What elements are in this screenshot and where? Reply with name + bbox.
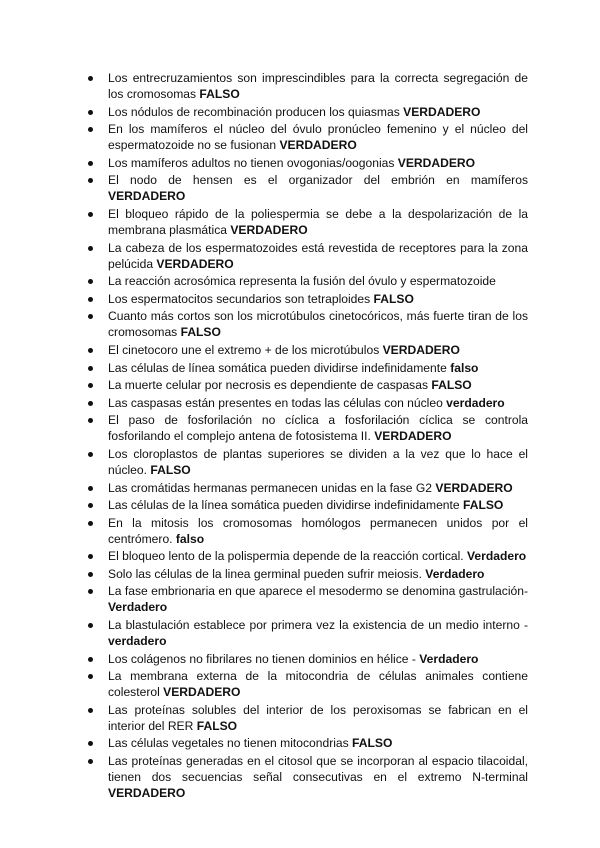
answer-label: FALSO — [180, 325, 221, 340]
statement-text: Las cromátidas hermanas permanecen unidas en la fase G2 — [108, 480, 436, 495]
answer-label: VERDADERO — [397, 155, 476, 170]
statement-text: Solo las células de la linea germinal pueden sufrir meiosis. — [108, 566, 426, 581]
answer-label: Verdadero — [467, 549, 527, 564]
statement-text: La reacción acrosómica representa la fusión del óvulo y espermatozoide — [108, 274, 496, 289]
statement-item — [108, 583, 528, 615]
statement-item — [108, 702, 528, 734]
statement-item — [108, 497, 528, 513]
statement-item — [108, 395, 528, 411]
statement-item — [108, 377, 528, 393]
statement-item — [108, 273, 528, 289]
answer-label: verdadero — [108, 634, 167, 649]
statement-text: La muerte celular por necrosis es dependiente de caspasas — [108, 378, 432, 393]
statement-text: La membrana externa de la mitocondria de células animales contiene colesterol — [108, 669, 528, 700]
statement-text: Los cloroplastos de plantas superiores se dividen a la vez que lo hace el núcleo. — [108, 446, 528, 477]
statement-text: Los colágenos no fibrilares no tienen dominios en hélice - — [108, 651, 420, 666]
statement-text: Las células de la línea somática pueden dividirse indefinidamente — [108, 498, 463, 513]
statement-text: En los mamíferos el núcleo del óvulo pronúcleo femenino y el núcleo del espermatozoide no se fusionan — [108, 122, 528, 153]
statement-item — [108, 240, 528, 272]
statement-text: El cinetocoro une el extremo + de los microtúbulos — [108, 342, 383, 357]
statement-item — [108, 617, 528, 649]
statement-text: Las células de línea somática pueden dividirse indefinidamente — [108, 360, 451, 375]
answer-label: Verdadero — [425, 566, 485, 581]
answer-label: FALSO — [150, 462, 191, 477]
answer-label: VERDADERO — [108, 189, 186, 204]
statement-item — [108, 446, 528, 478]
answer-label: verdadero — [446, 395, 505, 410]
statement-item — [108, 104, 528, 120]
statement-item — [108, 155, 528, 171]
statement-text: La blastulación establece por primera vez la existencia de un medio interno - — [108, 618, 528, 633]
answer-label: VERDADERO — [230, 222, 308, 237]
answer-label: VERDADERO — [382, 342, 460, 357]
statement-text: Las proteínas generadas en el citosol que se incorporan al espacio tilacoidal, tienen dos secuencias señal consecutivas en el extremo N-terminal — [108, 754, 528, 785]
statement-item — [108, 668, 528, 700]
statement-list — [108, 70, 528, 803]
answer-label: VERDADERO — [403, 104, 481, 119]
answer-label: VERDADERO — [156, 256, 234, 271]
statement-item — [108, 291, 528, 307]
answer-label: FALSO — [431, 378, 472, 393]
answer-label: VERDADERO — [279, 138, 357, 153]
statement-item — [108, 172, 528, 204]
statement-item — [108, 515, 528, 547]
answer-label: VERDADERO — [374, 429, 452, 444]
answer-label: falso — [175, 531, 205, 546]
statement-text: Los nódulos de recombinación producen los quiasmas — [108, 104, 404, 119]
statement-text: El paso de fosforilación no cíclica a fosforilación cíclica se controla fosforilando el complejo antena de fotosistema II. — [108, 413, 528, 444]
answer-label: VERDADERO — [163, 685, 241, 700]
statement-text: Las células vegetales no tienen mitocondrias — [108, 736, 353, 751]
statement-item — [108, 308, 528, 340]
answer-label: VERDADERO — [108, 786, 186, 801]
statement-item — [108, 566, 528, 582]
answer-label: FALSO — [373, 291, 414, 306]
answer-label: FALSO — [352, 736, 393, 751]
statement-text: En la mitosis los cromosomas homólogos permanecen unidos por el centrómero. — [108, 515, 528, 546]
statement-item — [108, 753, 528, 801]
statement-text: Las caspasas están presentes en todas las células con núcleo — [108, 395, 447, 410]
statement-text: El nodo de hensen es el organizador del embrión en mamíferos — [108, 173, 528, 188]
statement-text: La cabeza de los espermatozoides está revestida de receptores para la zona pelúcida — [108, 240, 528, 271]
statement-text: El bloqueo rápido de la poliespermia se debe a la despolarización de la membrana plasmática — [108, 206, 528, 237]
answer-label: VERDADERO — [435, 480, 513, 495]
answer-label: FALSO — [196, 718, 238, 733]
statement-item — [108, 206, 528, 238]
answer-label: falso — [450, 360, 479, 375]
statement-item — [108, 121, 528, 153]
statement-text: Los espermatocitos secundarios son tetraploides — [108, 291, 374, 306]
statement-text: Cuanto más cortos son los microtúbulos cinetocóricos, más fuerte tiran de los cromosomas — [108, 309, 528, 340]
statement-text: El bloqueo lento de la polispermia depende de la reacción cortical. — [108, 549, 468, 564]
statement-text: Las proteínas solubles del interior de los peroxisomas se fabrican en el interior del RER — [108, 702, 528, 733]
answer-label: FALSO — [462, 498, 504, 513]
statement-item — [108, 412, 528, 444]
statement-text: Los mamíferos adultos no tienen ovogonias/oogonias — [108, 155, 398, 170]
statement-item — [108, 342, 528, 358]
answer-label: Verdadero — [108, 600, 168, 615]
statement-item — [108, 651, 528, 667]
statement-text: La fase embrionaria en que aparece el mesodermo se denomina gastrulación- — [108, 584, 528, 599]
statement-item — [108, 70, 528, 102]
answer-label: Verdadero — [419, 651, 479, 666]
statement-item — [108, 480, 528, 496]
answer-label: FALSO — [199, 87, 240, 101]
statement-item — [108, 735, 528, 751]
statement-item — [108, 360, 528, 376]
statement-text: Los entrecruzamientos son imprescindibles para la correcta segregación de los cromosomas — [108, 71, 528, 101]
statement-item — [108, 548, 528, 564]
